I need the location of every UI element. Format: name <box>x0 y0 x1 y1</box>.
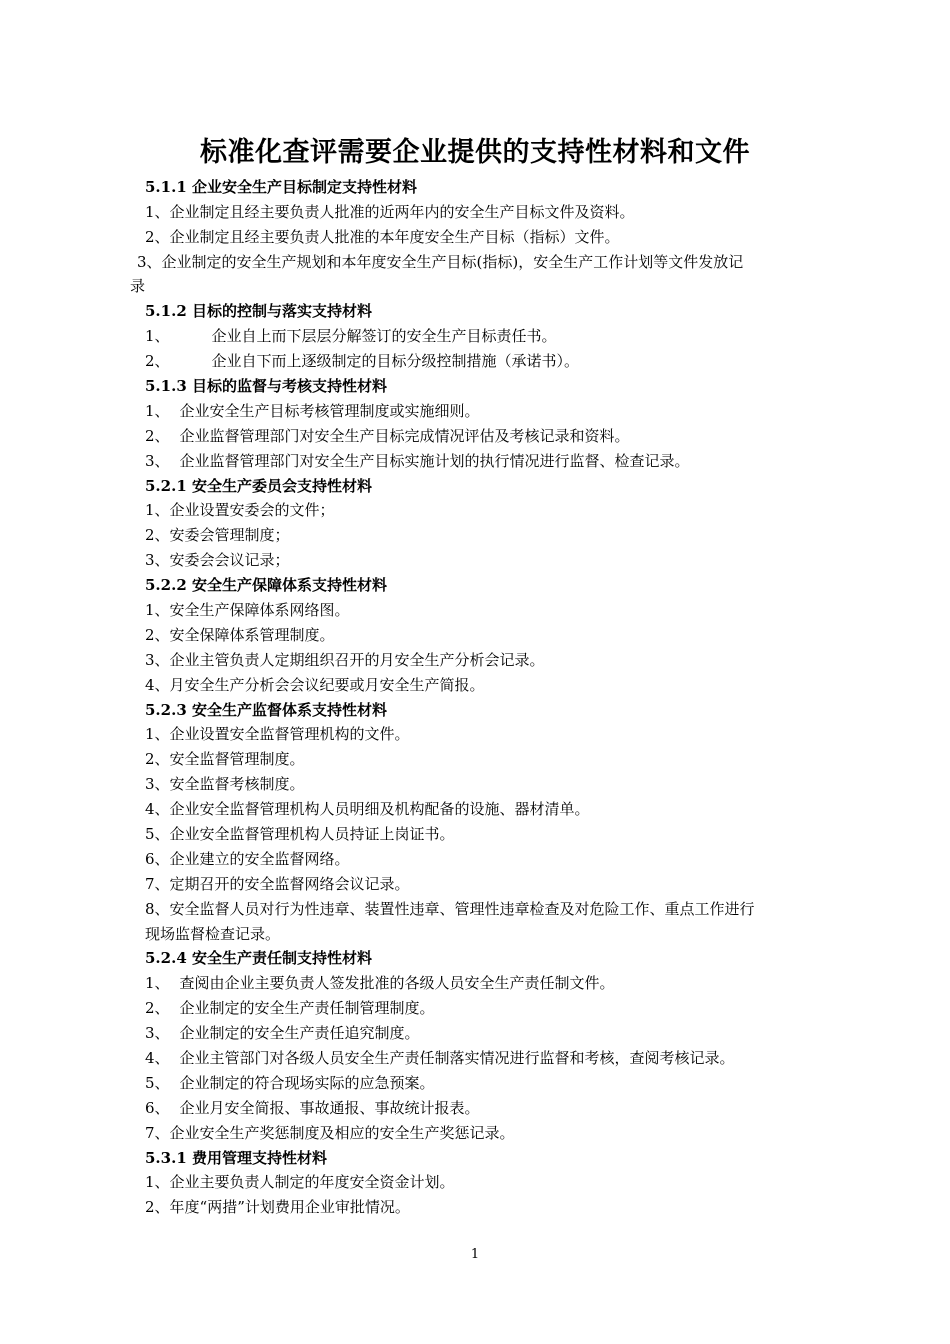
section-heading: 5.2.1 安全生产委员会支持性材料 <box>145 477 372 495</box>
list-item: 1、安全生产保障体系网络图。 <box>145 601 350 619</box>
list-item <box>145 973 615 993</box>
list-item-text: 企业自下而上逐级制定的目标分级控制措施（承诺书）。 <box>211 352 580 370</box>
list-item: 1、企业制定且经主要负责人批准的近两年内的安全生产目标文件及资料。 <box>145 203 635 221</box>
list-item <box>145 1073 435 1093</box>
list-item: 3、企业主管负责人定期组织召开的月安全生产分析会记录。 <box>145 651 545 669</box>
list-item <box>145 1048 735 1068</box>
section-heading: 5.2.3 安全生产监督体系支持性材料 <box>145 701 387 719</box>
list-item-number: 3、 <box>145 452 170 470</box>
list-item: 6、企业建立的安全监督网络。 <box>145 850 350 868</box>
list-item-number: 1、 <box>145 402 170 420</box>
list-item-number: 1、 <box>145 974 170 992</box>
list-item: 3、安委会会议记录； <box>145 551 290 569</box>
list-item-text: 企业安全生产目标考核管理制度或实施细则。 <box>179 402 480 420</box>
list-item-number: 2、 <box>145 999 170 1017</box>
list-item <box>145 401 480 421</box>
list-item <box>145 326 557 346</box>
list-item-text: 企业监督管理部门对安全生产目标实施计划的执行情况进行监督、检查记录。 <box>179 452 690 470</box>
document-title: 标准化查评需要企业提供的支持性材料和文件 <box>200 137 750 168</box>
list-item-number: 2、 <box>145 352 170 370</box>
list-item <box>145 1023 420 1043</box>
list-item-number: 2、 <box>145 427 170 445</box>
list-item: 1、企业设置安全监督管理机构的文件。 <box>145 725 410 743</box>
list-item: 5、企业安全监督管理机构人员持证上岗证书。 <box>145 825 455 843</box>
list-item: 1、企业主要负责人制定的年度安全资金计划。 <box>145 1173 455 1191</box>
list-item: 录 <box>130 277 146 295</box>
list-item <box>145 1098 480 1118</box>
section-heading: 5.2.4 安全生产责任制支持性材料 <box>145 949 372 967</box>
list-item: 2、企业制定且经主要负责人批准的本年度安全生产目标（指标）文件。 <box>145 228 620 246</box>
list-item: 现场监督检查记录。 <box>145 925 281 943</box>
list-item: 3、安全监督考核制度。 <box>145 775 305 793</box>
list-item-number: 5、 <box>145 1074 170 1092</box>
list-item: 4、月安全生产分析会会议纪要或月安全生产简报。 <box>145 676 485 694</box>
list-item: 7、定期召开的安全监督网络会议记录。 <box>145 875 410 893</box>
list-item-text: 企业制定的符合现场实际的应急预案。 <box>179 1074 435 1092</box>
list-item <box>145 426 630 446</box>
section-heading: 5.3.1 费用管理支持性材料 <box>145 1149 327 1167</box>
section-heading: 5.1.3 目标的监督与考核支持性材料 <box>145 377 387 395</box>
list-item-text: 企业主管部门对各级人员安全生产责任制落实情况进行监督和考核，查阅考核记录。 <box>179 1049 735 1067</box>
list-item: 8、安全监督人员对行为性违章、装置性违章、管理性违章检查及对危险工作、重点工作进行 <box>145 900 755 918</box>
list-item-text: 企业制定的安全生产责任追究制度。 <box>179 1024 420 1042</box>
section-heading: 5.1.1 企业安全生产目标制定支持性材料 <box>145 178 417 196</box>
list-item <box>145 451 690 471</box>
list-item <box>145 998 435 1018</box>
section-heading: 5.2.2 安全生产保障体系支持性材料 <box>145 576 387 594</box>
list-item: 2、安委会管理制度； <box>145 526 290 544</box>
list-item: 4、企业安全监督管理机构人员明细及机构配备的设施、器材清单。 <box>145 800 590 818</box>
list-item-text: 企业自上而下层层分解签订的安全生产目标责任书。 <box>211 327 557 345</box>
list-item-text: 查阅由企业主要负责人签发批准的各级人员安全生产责任制文件。 <box>179 974 615 992</box>
section-heading: 5.1.2 目标的控制与落实支持材料 <box>145 302 372 320</box>
list-item: 3、企业制定的安全生产规划和本年度安全生产目标(指标)，安全生产工作计划等文件发放记 <box>137 253 744 271</box>
list-item-text: 企业监督管理部门对安全生产目标完成情况评估及考核记录和资料。 <box>179 427 630 445</box>
list-item-number: 3、 <box>145 1024 170 1042</box>
list-item <box>145 351 579 371</box>
list-item-text: 企业月安全简报、事故通报、事故统计报表。 <box>179 1099 480 1117</box>
list-item-number: 4、 <box>145 1049 170 1067</box>
list-item: 2、年度“两措”计划费用企业审批情况。 <box>145 1198 410 1216</box>
list-item: 2、安全保障体系管理制度。 <box>145 626 335 644</box>
list-item: 2、安全监督管理制度。 <box>145 750 305 768</box>
list-item-number: 1、 <box>145 327 170 345</box>
list-item: 1、企业设置安委会的文件； <box>145 501 335 519</box>
list-item-text: 企业制定的安全生产责任制管理制度。 <box>179 999 435 1017</box>
page-number: 1 <box>470 1247 480 1262</box>
list-item-number: 6、 <box>145 1099 170 1117</box>
list-item: 7、企业安全生产奖惩制度及相应的安全生产奖惩记录。 <box>145 1124 515 1142</box>
